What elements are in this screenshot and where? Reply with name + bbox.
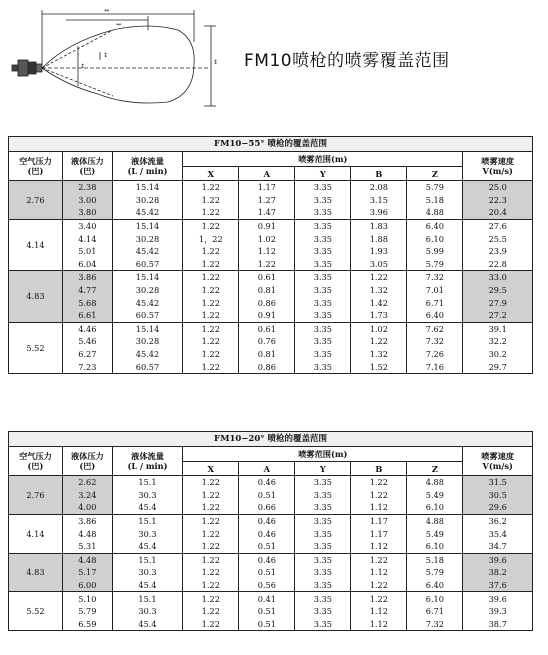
data-cell: 6.40 <box>407 219 463 232</box>
data-cell: 20.4 <box>463 206 533 219</box>
data-cell: 15.1 <box>112 553 183 566</box>
data-cell: 1.22 <box>183 489 239 502</box>
data-cell: 30.3 <box>112 489 183 502</box>
data-cell: 0.66 <box>239 501 295 514</box>
data-cell: 6.10 <box>407 540 463 553</box>
data-cell: 3.35 <box>295 476 351 489</box>
data-cell: 3.35 <box>295 335 351 348</box>
data-cell: 0.86 <box>239 360 295 373</box>
data-cell: 3.86 <box>62 271 112 284</box>
header-air-pressure: 空气压力 (巴) <box>9 447 63 476</box>
data-cell: 1.22 <box>183 553 239 566</box>
air-pressure-cell: 5.52 <box>9 592 63 631</box>
data-cell: 3.35 <box>295 540 351 553</box>
data-cell: 1.22 <box>183 258 239 271</box>
table-caption: FM10−20° 喷枪的覆盖范围 <box>9 432 533 447</box>
data-cell: 1.22 <box>351 489 407 502</box>
data-cell: 3.35 <box>295 181 351 194</box>
table-row <box>9 181 533 194</box>
data-cell: 6.71 <box>407 605 463 618</box>
data-cell: 27.2 <box>463 309 533 322</box>
table-row <box>9 360 533 373</box>
data-cell: 45.42 <box>112 296 183 309</box>
data-cell: 0.86 <box>239 296 295 309</box>
header-col-b: B <box>351 167 407 181</box>
table-row <box>9 348 533 361</box>
table-row <box>9 194 533 207</box>
data-cell: 0.51 <box>239 489 295 502</box>
data-cell: 35.4 <box>463 527 533 540</box>
data-cell: 6.04 <box>62 258 112 271</box>
spray-diagram <box>8 2 223 114</box>
data-cell: 1.22 <box>183 566 239 579</box>
air-pressure-cell: 4.83 <box>9 553 63 592</box>
data-cell: 6.10 <box>407 592 463 605</box>
data-cell: 22.8 <box>463 258 533 271</box>
table-row <box>9 592 533 605</box>
air-pressure-cell: 4.14 <box>9 219 63 270</box>
data-cell: 0.91 <box>239 219 295 232</box>
table-row <box>9 540 533 553</box>
data-cell: 7.62 <box>407 322 463 335</box>
data-cell: 32.2 <box>463 335 533 348</box>
data-cell: 3.35 <box>295 360 351 373</box>
header-col-x: X <box>183 462 239 476</box>
coverage-table-20 <box>8 431 533 631</box>
data-cell: 0.61 <box>239 271 295 284</box>
data-cell: 5.49 <box>407 527 463 540</box>
data-cell: 45.4 <box>112 540 183 553</box>
data-cell: 3.35 <box>295 271 351 284</box>
data-cell: 3.15 <box>351 194 407 207</box>
header-row <box>9 447 533 462</box>
data-cell: 1.22 <box>183 605 239 618</box>
header-col-z: Z <box>407 167 463 181</box>
data-cell: 5.10 <box>62 592 112 605</box>
table-row <box>9 219 533 232</box>
data-cell: 1.22 <box>183 592 239 605</box>
data-cell: 7.16 <box>407 360 463 373</box>
data-cell: 6.40 <box>407 579 463 592</box>
data-cell: 1.22 <box>351 476 407 489</box>
data-cell: 4.88 <box>407 514 463 527</box>
data-cell: 1.12 <box>351 566 407 579</box>
data-cell: 3.35 <box>295 322 351 335</box>
data-cell: 60.57 <box>112 258 183 271</box>
table-row <box>9 489 533 502</box>
svg-text:↕: ↕ <box>103 52 109 59</box>
data-cell: 5.79 <box>407 181 463 194</box>
air-pressure-cell: 2.76 <box>9 476 63 515</box>
data-cell: 45.42 <box>112 348 183 361</box>
data-cell: 15.14 <box>112 181 183 194</box>
header-velocity: 喷雾速度 V(m/s) <box>463 152 533 181</box>
data-cell: 3.24 <box>62 489 112 502</box>
data-cell: 3.35 <box>295 206 351 219</box>
data-cell: 27.9 <box>463 296 533 309</box>
data-cell: 4.88 <box>407 206 463 219</box>
data-cell: 1.22 <box>183 476 239 489</box>
data-cell: 1.52 <box>351 360 407 373</box>
data-cell: 1.22 <box>183 501 239 514</box>
data-cell: 6.10 <box>407 501 463 514</box>
data-cell: 5.31 <box>62 540 112 553</box>
data-cell: 1.22 <box>351 592 407 605</box>
data-cell: 27.6 <box>463 219 533 232</box>
data-cell: 7.01 <box>407 284 463 297</box>
header-col-a: A <box>239 167 295 181</box>
table-row <box>9 271 533 284</box>
data-cell: 1.22 <box>183 579 239 592</box>
data-cell: 30.3 <box>112 527 183 540</box>
air-pressure-cell: 5.52 <box>9 322 63 373</box>
data-cell: 5.99 <box>407 245 463 258</box>
svg-text:↔: ↔ <box>104 7 110 14</box>
header-col-y: Y <box>295 167 351 181</box>
data-cell: 30.5 <box>463 489 533 502</box>
table-row <box>9 501 533 514</box>
coverage-table-55 <box>8 136 533 374</box>
page-title: FM10喷枪的喷雾覆盖范围 <box>244 51 450 71</box>
header-col-z: Z <box>407 462 463 476</box>
data-cell: 1.93 <box>351 245 407 258</box>
data-cell: 6.10 <box>407 232 463 245</box>
data-cell: 3.80 <box>62 206 112 219</box>
header-row <box>9 152 533 167</box>
data-cell: 1.22 <box>183 181 239 194</box>
table-caption: FM10−55° 喷枪的覆盖范围 <box>9 137 533 152</box>
data-cell: 7.23 <box>62 360 112 373</box>
caption-row <box>9 137 533 152</box>
data-cell: 39.1 <box>463 322 533 335</box>
header-liquid-pressure: 液体压力 (巴) <box>62 447 112 476</box>
data-cell: 1.22 <box>183 271 239 284</box>
header-liquid-flow: 液体流量 (L / min) <box>112 152 183 181</box>
data-cell: 3.35 <box>295 618 351 631</box>
data-cell: 23.9 <box>463 245 533 258</box>
data-cell: 4.46 <box>62 322 112 335</box>
data-cell: 3.35 <box>295 489 351 502</box>
header-col-x: X <box>183 167 239 181</box>
data-cell: 3.35 <box>295 219 351 232</box>
data-cell: 1.17 <box>351 514 407 527</box>
data-cell: 6.59 <box>62 618 112 631</box>
data-cell: 1.12 <box>351 501 407 514</box>
data-cell: 36.2 <box>463 514 533 527</box>
data-cell: 7.26 <box>407 348 463 361</box>
data-cell: 45.4 <box>112 618 183 631</box>
svg-text:↕: ↕ <box>213 59 219 66</box>
header-air-pressure: 空气压力 (巴) <box>9 152 63 181</box>
data-cell: 3.35 <box>295 348 351 361</box>
data-cell: 6.00 <box>62 579 112 592</box>
data-cell: 4.00 <box>62 501 112 514</box>
svg-text:↔: ↔ <box>116 21 122 28</box>
data-cell: 0.81 <box>239 348 295 361</box>
data-cell: 3.35 <box>295 309 351 322</box>
data-cell: 3.40 <box>62 219 112 232</box>
data-cell: 15.1 <box>112 476 183 489</box>
data-cell: 29.6 <box>463 501 533 514</box>
data-cell: 5.46 <box>62 335 112 348</box>
table-row <box>9 553 533 566</box>
data-cell: 1.22 <box>183 219 239 232</box>
data-cell: 3.35 <box>295 258 351 271</box>
data-cell: 2.62 <box>62 476 112 489</box>
data-cell: 1.22 <box>351 271 407 284</box>
data-cell: 39.6 <box>463 592 533 605</box>
header-coverage: 喷雾范围(m) <box>183 152 463 167</box>
header-velocity: 喷雾速度 V(m/s) <box>463 447 533 476</box>
data-cell: 15.14 <box>112 271 183 284</box>
data-cell: 1.22 <box>183 335 239 348</box>
data-cell: 0.56 <box>239 579 295 592</box>
data-cell: 1.12 <box>351 605 407 618</box>
header-col-b: B <box>351 462 407 476</box>
data-cell: 1.22 <box>183 360 239 373</box>
data-cell: 38.7 <box>463 618 533 631</box>
data-cell: 39.3 <box>463 605 533 618</box>
data-cell: 1.22 <box>183 206 239 219</box>
caption-row <box>9 432 533 447</box>
data-cell: 1.02 <box>351 322 407 335</box>
data-cell: 6.71 <box>407 296 463 309</box>
air-pressure-cell: 4.14 <box>9 514 63 553</box>
data-cell: 3.35 <box>295 579 351 592</box>
data-cell: 5.49 <box>407 489 463 502</box>
data-cell: 1.12 <box>351 540 407 553</box>
data-cell: 0.46 <box>239 476 295 489</box>
data-cell: 0.51 <box>239 540 295 553</box>
table-row <box>9 605 533 618</box>
table-row <box>9 618 533 631</box>
data-cell: 1.42 <box>351 296 407 309</box>
data-cell: 1.22 <box>351 553 407 566</box>
data-cell: 1.32 <box>351 284 407 297</box>
data-cell: 29.5 <box>463 284 533 297</box>
data-cell: 1.17 <box>351 527 407 540</box>
table-row <box>9 258 533 271</box>
data-cell: 2.08 <box>351 181 407 194</box>
data-cell: 7.32 <box>407 618 463 631</box>
header-liquid-flow: 液体流量 (L / min) <box>112 447 183 476</box>
data-cell: 25.0 <box>463 181 533 194</box>
table-row <box>9 296 533 309</box>
data-cell: 1.22 <box>183 284 239 297</box>
data-cell: 30.3 <box>112 605 183 618</box>
data-cell: 1.22 <box>183 194 239 207</box>
data-cell: 15.14 <box>112 219 183 232</box>
data-cell: 3.35 <box>295 527 351 540</box>
data-cell: 5.79 <box>62 605 112 618</box>
data-cell: 5.18 <box>407 194 463 207</box>
data-cell: 0.46 <box>239 553 295 566</box>
data-cell: 1.22 <box>183 618 239 631</box>
data-cell: 34.7 <box>463 540 533 553</box>
data-cell: 3.35 <box>295 245 351 258</box>
data-cell: 4.77 <box>62 284 112 297</box>
data-cell: 0.91 <box>239 309 295 322</box>
data-cell: 5.79 <box>407 258 463 271</box>
data-cell: 1.83 <box>351 219 407 232</box>
data-cell: 1.22 <box>239 258 295 271</box>
data-cell: 30.28 <box>112 284 183 297</box>
data-cell: 6.27 <box>62 348 112 361</box>
data-cell: 60.57 <box>112 309 183 322</box>
data-cell: 3.96 <box>351 206 407 219</box>
header-col-a: A <box>239 462 295 476</box>
data-cell: 1.12 <box>239 245 295 258</box>
header-col-y: Y <box>295 462 351 476</box>
data-cell: 0.76 <box>239 335 295 348</box>
data-cell: 3.35 <box>295 566 351 579</box>
data-cell: 45.4 <box>112 579 183 592</box>
data-cell: 1.22 <box>351 579 407 592</box>
data-cell: 1.73 <box>351 309 407 322</box>
data-cell: 3.35 <box>295 592 351 605</box>
data-cell: 3.35 <box>295 232 351 245</box>
data-cell: 1.22 <box>183 296 239 309</box>
data-cell: 4.48 <box>62 527 112 540</box>
data-cell: 5.17 <box>62 566 112 579</box>
data-cell: 3.35 <box>295 194 351 207</box>
data-cell: 45.4 <box>112 501 183 514</box>
data-cell: 1.22 <box>183 309 239 322</box>
table-row <box>9 232 533 245</box>
data-cell: 30.3 <box>112 566 183 579</box>
data-cell: 7.32 <box>407 271 463 284</box>
data-cell: 1，22 <box>183 232 239 245</box>
data-cell: 1.22 <box>183 245 239 258</box>
data-cell: 3.05 <box>351 258 407 271</box>
table-row <box>9 245 533 258</box>
data-cell: 0.51 <box>239 618 295 631</box>
table-row <box>9 514 533 527</box>
data-cell: 1.22 <box>183 540 239 553</box>
data-cell: 0.46 <box>239 514 295 527</box>
data-cell: 1.22 <box>183 527 239 540</box>
data-cell: 4.14 <box>62 232 112 245</box>
data-cell: 31.5 <box>463 476 533 489</box>
data-cell: 1.22 <box>183 348 239 361</box>
data-cell: 5.01 <box>62 245 112 258</box>
data-cell: 6.61 <box>62 309 112 322</box>
data-cell: 4.88 <box>407 476 463 489</box>
data-cell: 0.41 <box>239 592 295 605</box>
table-row <box>9 335 533 348</box>
data-cell: 45.42 <box>112 206 183 219</box>
table-row <box>9 322 533 335</box>
data-cell: 7.32 <box>407 335 463 348</box>
data-cell: 15.1 <box>112 514 183 527</box>
data-cell: 5.79 <box>407 566 463 579</box>
table-row <box>9 206 533 219</box>
data-cell: 1.22 <box>351 335 407 348</box>
data-cell: 4.48 <box>62 553 112 566</box>
data-cell: 5.18 <box>407 553 463 566</box>
data-cell: 3.35 <box>295 553 351 566</box>
data-cell: 0.61 <box>239 322 295 335</box>
header-coverage: 喷雾范围(m) <box>183 447 463 462</box>
data-cell: 30.28 <box>112 335 183 348</box>
data-cell: 3.35 <box>295 514 351 527</box>
table-row <box>9 527 533 540</box>
data-cell: 39.6 <box>463 553 533 566</box>
data-cell: 6.40 <box>407 309 463 322</box>
data-cell: 3.86 <box>62 514 112 527</box>
data-cell: 0.51 <box>239 605 295 618</box>
table-row <box>9 566 533 579</box>
header-liquid-pressure: 液体压力 (巴) <box>62 152 112 181</box>
air-pressure-cell: 4.83 <box>9 271 63 322</box>
data-cell: 45.42 <box>112 245 183 258</box>
table-row <box>9 309 533 322</box>
data-cell: 30.28 <box>112 194 183 207</box>
data-cell: 22.3 <box>463 194 533 207</box>
data-cell: 1.47 <box>239 206 295 219</box>
data-cell: 29.7 <box>463 360 533 373</box>
table-row <box>9 284 533 297</box>
data-cell: 60.57 <box>112 360 183 373</box>
data-cell: 3.35 <box>295 605 351 618</box>
data-cell: 30.2 <box>463 348 533 361</box>
data-cell: 1.17 <box>239 181 295 194</box>
data-cell: 3.35 <box>295 284 351 297</box>
data-cell: 33.0 <box>463 271 533 284</box>
data-cell: 2.38 <box>62 181 112 194</box>
data-cell: 1.02 <box>239 232 295 245</box>
data-cell: 37.6 <box>463 579 533 592</box>
data-cell: 38.2 <box>463 566 533 579</box>
data-cell: 15.1 <box>112 592 183 605</box>
table-row <box>9 476 533 489</box>
data-cell: 0.51 <box>239 566 295 579</box>
data-cell: 3.35 <box>295 501 351 514</box>
data-cell: 1.88 <box>351 232 407 245</box>
data-cell: 25.5 <box>463 232 533 245</box>
table-row <box>9 579 533 592</box>
air-pressure-cell: 2.76 <box>9 181 63 220</box>
data-cell: 1.32 <box>351 348 407 361</box>
data-cell: 3.00 <box>62 194 112 207</box>
data-cell: 3.35 <box>295 296 351 309</box>
data-cell: 1.12 <box>351 618 407 631</box>
data-cell: 30.28 <box>112 232 183 245</box>
data-cell: 1.27 <box>239 194 295 207</box>
data-cell: 0.81 <box>239 284 295 297</box>
data-cell: 15.14 <box>112 322 183 335</box>
data-cell: 5.68 <box>62 296 112 309</box>
data-cell: 1.22 <box>183 514 239 527</box>
data-cell: 1.22 <box>183 322 239 335</box>
data-cell: 0.46 <box>239 527 295 540</box>
svg-text:↕: ↕ <box>80 63 86 70</box>
